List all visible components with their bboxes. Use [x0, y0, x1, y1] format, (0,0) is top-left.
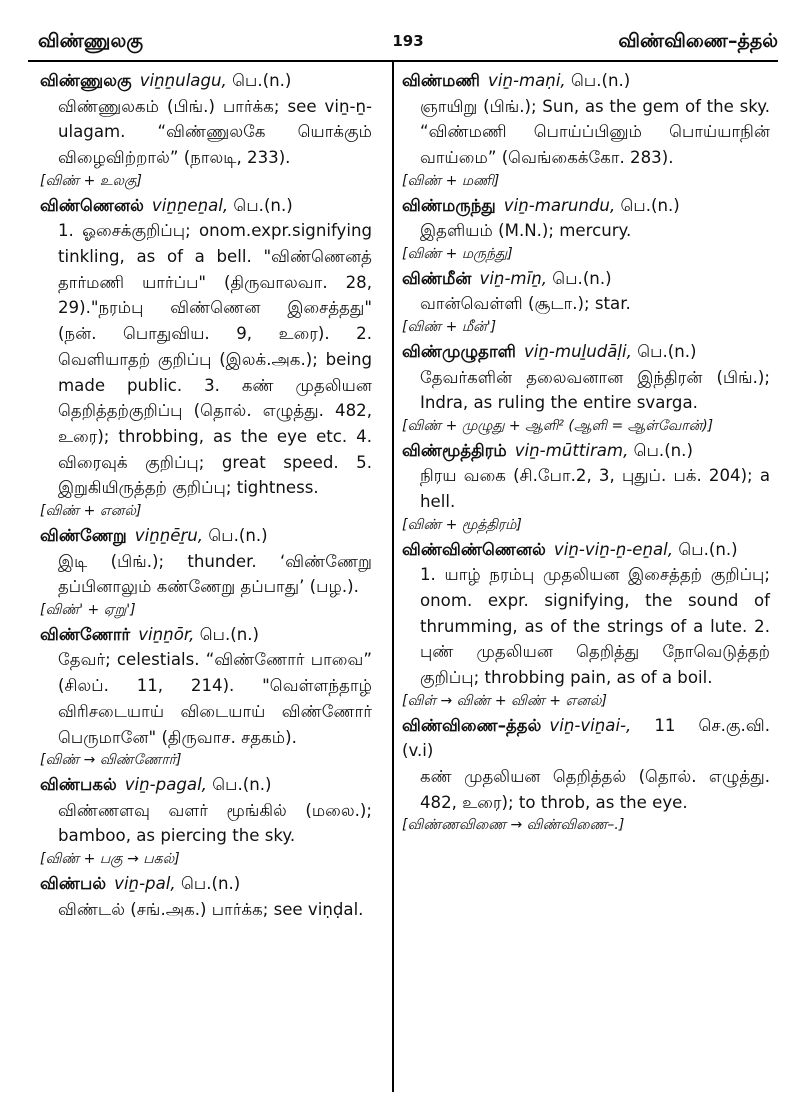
entry-etymology: [விண் + முழுது + ஆளி² (ஆளி = ஆள்வோன்)] [402, 417, 714, 434]
entry-transliteration: viṉ-pagal, [124, 775, 207, 794]
dictionary-entry [40, 871, 372, 922]
entry-definition: ஞாயிறு (பிங்.); Sun, as the gem of the sky. “விண்மணி பொய்ப்பினும் பொய்யாநின் வாய்மை” (வெங்கைக்கோ. 283). [420, 96, 770, 168]
entry-etymology: [விண் + மூத்திரம்] [402, 516, 522, 533]
dictionary-entry [402, 266, 770, 339]
entry-headword: விண்முழுதாளி [402, 341, 516, 361]
entry-headword: விண்ணோர் [40, 624, 131, 644]
entry-transliteration: viṉ-maṇi, [488, 71, 566, 90]
entry-definition: 1. யாழ் நரம்பு முதலியன இசைத்தற் குறிப்பு; onom. expr. signifying, the sound of thrumming, as of the strings of a lute. 2. புண் முதலியன தெறித்து நோவெடுத்தற் குறிப்பு; throbbing pain, as of a boil. [420, 565, 770, 688]
entry-definition: தேவர்களின் தலைவனான இந்திரன் (பிங்.); Indra, as ruling the entire svarga. [420, 367, 770, 413]
entry-pos: பெ.(n.) [570, 71, 631, 90]
entry-definition: இதளியம் (M.N.); mercury. [420, 221, 632, 241]
entry-pos: பெ.(n.) [633, 440, 693, 460]
dictionary-entry [402, 438, 770, 537]
entry-pos: பெ.(n.) [620, 195, 680, 215]
entry-headword: விண்பல் [40, 873, 107, 893]
entry-transliteration: viṉṉulagu, [139, 71, 227, 90]
entry-etymology: [விண் + பகு → பகல்] [40, 851, 180, 868]
entry-pos: பெ.(n.) [199, 624, 259, 644]
entry-transliteration: viṉ-viṉ-ṉ-eṉal, [553, 539, 674, 559]
entry-definition: விண்டல் (சங்.அக.) பார்க்க; see viṇḍal. [58, 899, 364, 919]
entry-headword: விண்மூத்திரம் [402, 440, 507, 460]
entry-pos: பெ.(n.) [232, 71, 292, 90]
entry-etymology: [விண் + மீன்'] [402, 319, 497, 336]
entry-transliteration: viṉṉōr, [138, 624, 195, 644]
entry-pos: பெ.(n.) [208, 525, 268, 545]
entry-pos: 11 செ.கு.வி. (v.i) [402, 715, 770, 761]
right-column [402, 68, 770, 837]
entry-transliteration: viṉ-pal, [114, 873, 176, 893]
entry-etymology: [விண் + மருந்து] [402, 246, 513, 262]
entry-transliteration: viṉ-marundu, [503, 195, 616, 215]
entry-etymology: [விள் → விண் + விண் + எனல்] [402, 692, 607, 709]
entry-pos: பெ.(n.) [212, 775, 272, 794]
entry-headword: விண்ணெனல் [40, 195, 144, 215]
dictionary-entry [40, 622, 372, 772]
entry-definition: விண்ணுலகம் (பிங்.) பார்க்க; see viṉ-ṉ-ulagam. “விண்ணுலகே யொக்கும் விழைவிற்றால்” (நாலடி, 233). [58, 96, 372, 168]
entry-transliteration: viṉ-muḻudāḷi, [523, 341, 632, 361]
entry-pos: பெ.(n.) [552, 268, 612, 288]
dictionary-entry [402, 193, 770, 266]
entry-headword: விண்மீன் [402, 268, 472, 288]
entry-definition: நிரய வகை (சி.போ.2, 3, புதுப். பக். 204); a hell. [420, 466, 770, 512]
running-head-right: விண்விணை–த்தல் [618, 30, 778, 52]
entry-pos: பெ.(n.) [678, 539, 738, 559]
entry-headword: விண்மருந்து [402, 195, 496, 215]
entry-etymology: [விண்ணவிணை → விண்விணை–.] [402, 817, 625, 834]
left-column [40, 68, 372, 922]
dictionary-entry [40, 68, 372, 193]
entry-pos: பெ.(n.) [180, 873, 241, 893]
entry-pos: பெ.(n.) [637, 341, 697, 361]
running-head-left: விண்ணுலகு [38, 30, 144, 52]
dictionary-entry [402, 339, 770, 438]
dictionary-entry [402, 713, 770, 838]
entry-etymology: [விண் + மணி] [402, 172, 500, 189]
entry-transliteration: viṉṉēṟu, [134, 525, 204, 545]
entry-transliteration: viṉ-viṉai-, [549, 715, 632, 735]
dictionary-entry [40, 523, 372, 622]
entry-headword: விண்பகல் [40, 775, 117, 794]
dictionary-entry [402, 68, 770, 193]
entry-etymology: [விண் + உலகு] [40, 172, 142, 189]
entry-transliteration: viṉṉeṉal, [151, 195, 229, 215]
page-number: 193 [392, 32, 424, 50]
entry-definition: வான்வெள்ளி (சூடா.); star. [420, 294, 631, 314]
dictionary-entry [40, 772, 372, 871]
entry-etymology: [விண் + எனல்] [40, 503, 142, 520]
dictionary-entry [40, 193, 372, 523]
entry-definition: 1. ஓசைக்குறிப்பு; onom.expr.signifying tinkling, as of a bell. "விண்ணெனத் தார்மணி யார்ப்ப" (திருவாலவா. 28, 29)."நரம்பு விண்ணென இசைத்தது" (நன். பொதுவிய. 9, உரை). 2. வெளியாதற் குறிப்பு (இலக்.அக.); being made public. 3. கண் முதலியன தெறித்தற்குறிப்பு (தொல். எழுத்து. 482, உரை); throbbing, as the eye etc. 4. விரைவுக் குறிப்பு; great speed. 5. இறுகியிருத்தற் குறிப்பு; tightness. [58, 221, 372, 498]
dictionary-entry [402, 537, 770, 713]
entry-etymology: [விண் → விண்ணோர்] [40, 752, 182, 769]
entry-headword: விண்மணி [402, 71, 481, 90]
entry-headword: விண்ணேறு [40, 525, 127, 545]
entry-pos: பெ.(n.) [233, 195, 293, 215]
entry-headword: விண்விணை–த்தல் [402, 715, 542, 735]
entry-definition: இடி (பிங்.); thunder. ‘விண்ணேறு தப்பினாலும் கண்ணேறு தப்பாது’ (பழ.). [58, 551, 372, 597]
entry-transliteration: viṉ-mīṉ, [479, 268, 548, 288]
entry-definition: தேவர்; celestials. “விண்ணோர் பாவை” (சிலப். 11, 214). "வெள்ளந்தாழ் விரிசடையாய் விடையாய் விண்ணோர் பெருமானே" (திருவாச. சதகம்). [58, 650, 372, 747]
entry-etymology: [விண்' + ஏறு'] [40, 602, 136, 619]
entry-transliteration: viṉ-mūttiram, [514, 440, 629, 460]
column-divider [392, 62, 394, 1092]
entry-definition: விண்ணளவு வளர் மூங்கில் (மலை.); bamboo, as piercing the sky. [58, 800, 372, 846]
page-header [38, 20, 778, 60]
header-rule [28, 60, 778, 62]
entry-headword: விண்ணுலகு [40, 71, 132, 90]
entry-headword: விண்விண்ணெனல் [402, 539, 546, 559]
entry-definition: கண் முதலியன தெறித்தல் (தொல். எழுத்து. 482, உரை); to throb, as the eye. [420, 766, 770, 812]
